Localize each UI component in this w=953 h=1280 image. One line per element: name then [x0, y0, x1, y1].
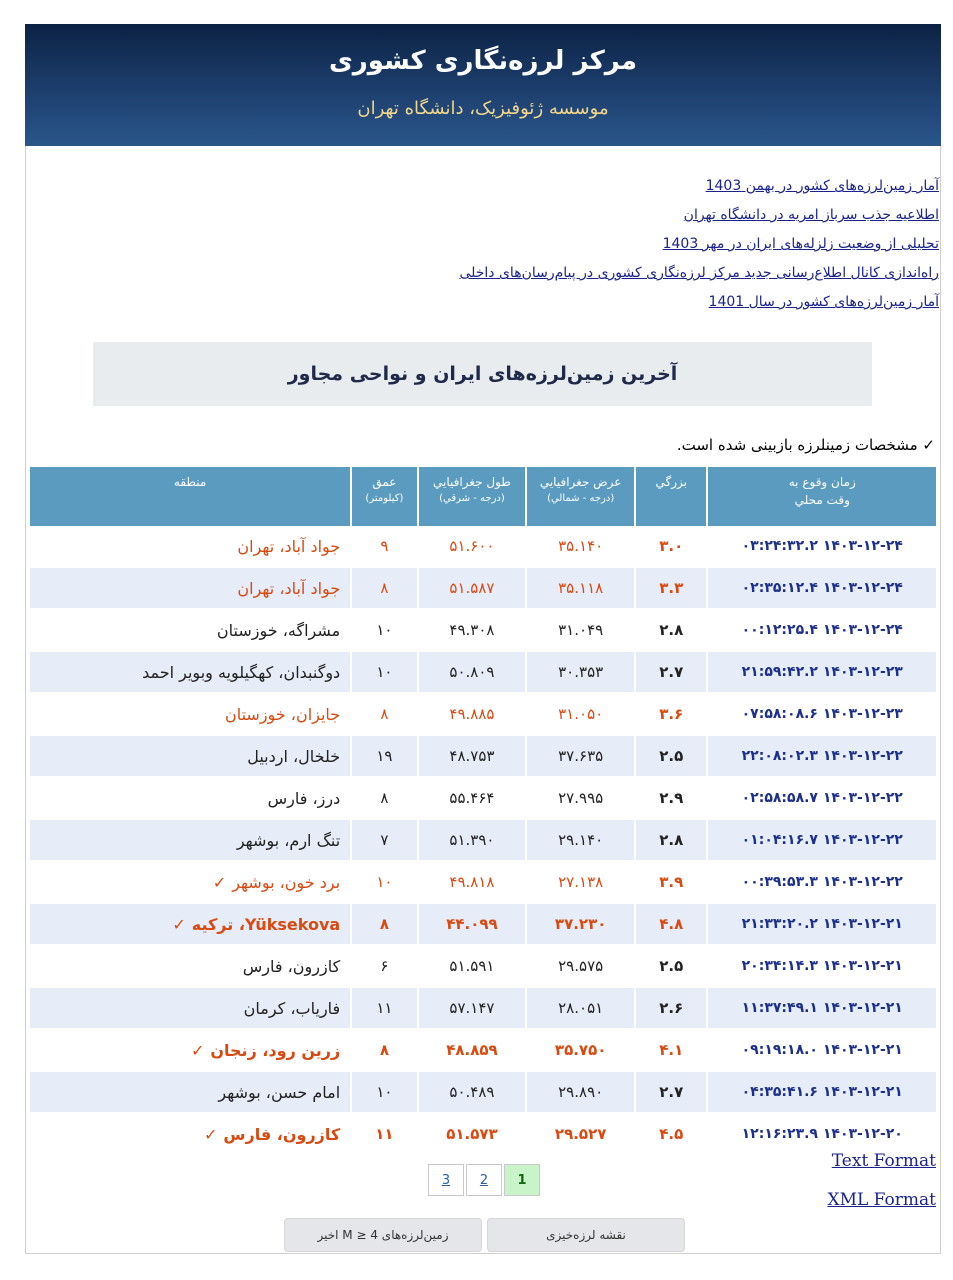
cell-latitude: ۳۵.۱۴۰: [527, 526, 634, 568]
cell-magnitude: ۳.۶: [636, 694, 706, 736]
cell-magnitude: ۳.۹: [636, 862, 706, 904]
table-row: [30, 610, 936, 652]
table-body: [30, 526, 936, 1156]
cell-region: برد خون، بوشهر✓: [30, 862, 350, 904]
reviewed-note: ✓ مشخصات زمینلرزه بازبینی شده است.: [676, 436, 935, 454]
reviewed-check-icon: ✓: [190, 1040, 205, 1060]
table-row: [30, 652, 936, 694]
site-header: [25, 24, 941, 146]
cell-latitude: ۳۵.۷۵۰: [527, 1030, 634, 1072]
table-row: [30, 988, 936, 1030]
cell-latitude: ۲۹.۵۲۷: [527, 1114, 634, 1156]
cell-magnitude: ۴.۵: [636, 1114, 706, 1156]
cell-magnitude: ۲.۸: [636, 820, 706, 862]
table-row: [30, 694, 936, 736]
cell-depth: ۹: [352, 526, 416, 568]
cell-region: Yüksekova، ترکیه✓: [30, 904, 350, 946]
cell-time: ۱۴۰۳-۱۲-۲۴ ۰۰:۱۲:۲۵.۴: [708, 610, 936, 652]
page-1-current[interactable]: 1: [504, 1164, 540, 1196]
xml-format-link[interactable]: XML Format: [827, 1190, 936, 1210]
cell-longitude: ۵۰.۴۸۹: [419, 1072, 526, 1114]
cell-region: جواد آباد، تهران: [30, 526, 350, 568]
cell-depth: ۱۱: [352, 988, 416, 1030]
cell-latitude: ۲۹.۸۹۰: [527, 1072, 634, 1114]
reviewed-check-icon: ✓: [212, 872, 227, 892]
cell-latitude: ۲۹.۱۴۰: [527, 820, 634, 862]
reviewed-check-icon: ✓: [204, 1124, 218, 1144]
cell-region: جواد آباد، تهران: [30, 568, 350, 610]
cell-latitude: ۲۹.۵۷۵: [527, 946, 634, 988]
cell-depth: ۶: [352, 946, 416, 988]
cell-latitude: ۳۰.۳۵۳: [527, 652, 634, 694]
cell-time: ۱۴۰۳-۱۲-۲۳ ۲۱:۵۹:۴۲.۲: [708, 652, 936, 694]
cell-time: ۱۴۰۳-۱۲-۲۱ ۰۴:۳۵:۴۱.۶: [708, 1072, 936, 1114]
cell-magnitude: ۳.۰: [636, 526, 706, 568]
table-row: [30, 820, 936, 862]
table-row: [30, 778, 936, 820]
cell-latitude: ۳۱.۰۵۰: [527, 694, 634, 736]
cell-magnitude: ۲.۸: [636, 610, 706, 652]
cell-latitude: ۳۷.۲۳۰: [527, 904, 634, 946]
header-region: منطقه: [30, 467, 350, 526]
cell-magnitude: ۲.۷: [636, 652, 706, 694]
cell-region: مشراگه، خوزستان: [30, 610, 350, 652]
cell-time: ۱۴۰۳-۱۲-۲۲ ۰۲:۵۸:۵۸.۷: [708, 778, 936, 820]
cell-magnitude: ۲.۵: [636, 946, 706, 988]
cell-longitude: ۵۵.۴۶۴: [419, 778, 526, 820]
news-link[interactable]: آمار زمین‌لرزه‌های کشور در بهمن 1403: [705, 178, 939, 194]
cell-time: ۱۴۰۳-۱۲-۲۲ ۲۲:۰۸:۰۲.۳: [708, 736, 936, 778]
cell-magnitude: ۲.۶: [636, 988, 706, 1030]
cell-magnitude: ۴.۸: [636, 904, 706, 946]
pagination: [428, 1164, 542, 1196]
cell-region: جایزان، خوزستان: [30, 694, 350, 736]
cell-magnitude: ۳.۳: [636, 568, 706, 610]
cell-region: تنگ ارم، بوشهر: [30, 820, 350, 862]
table-row: [30, 1114, 936, 1156]
cell-latitude: ۲۸.۰۵۱: [527, 988, 634, 1030]
site-title: مرکز لرزه‌نگاری کشوری: [328, 46, 638, 76]
cell-region: کازرون، فارس✓: [30, 1114, 350, 1156]
cell-longitude: ۴۹.۳۰۸: [419, 610, 526, 652]
cell-longitude: ۵۷.۱۴۷: [419, 988, 526, 1030]
cell-depth: ۸: [352, 694, 416, 736]
cell-time: ۱۴۰۳-۱۲-۲۱ ۰۹:۱۹:۱۸.۰: [708, 1030, 936, 1072]
cell-region: خلخال، اردبيل: [30, 736, 350, 778]
cell-time: ۱۴۰۳-۱۲-۲۳ ۰۷:۵۸:۰۸.۶: [708, 694, 936, 736]
cell-depth: ۷: [352, 820, 416, 862]
cell-depth: ۸: [352, 778, 416, 820]
cell-time: ۱۴۰۳-۱۲-۲۲ ۰۱:۰۴:۱۶.۷: [708, 820, 936, 862]
news-link[interactable]: آمار زمین‌لرزه‌های کشور در سال 1401: [708, 294, 939, 310]
header-longitude: طول جغرافيايي (درجه - شرقي): [419, 467, 526, 526]
recent-m4-button[interactable]: زمین‌لرزه‌های 4 ≤ M اخیر: [284, 1218, 482, 1252]
cell-depth: ۸: [352, 568, 416, 610]
table-row: [30, 904, 936, 946]
table-row: [30, 526, 936, 568]
cell-longitude: ۴۹.۸۸۵: [419, 694, 526, 736]
site-subtitle: موسسه ژئوفیزیک، دانشگاه تهران: [357, 98, 609, 119]
cell-latitude: ۲۷.۹۹۵: [527, 778, 634, 820]
cell-longitude: ۴۸.۷۵۳: [419, 736, 526, 778]
cell-longitude: ۵۱.۵۹۱: [419, 946, 526, 988]
cell-magnitude: ۲.۷: [636, 1072, 706, 1114]
table-row: [30, 1072, 936, 1114]
cell-time: ۱۴۰۳-۱۲-۲۴ ۰۲:۳۵:۱۲.۴: [708, 568, 936, 610]
page-2-link[interactable]: 2: [466, 1164, 502, 1196]
news-links: [59, 172, 939, 317]
news-link[interactable]: اطلاعیه جذب سرباز امریه در دانشگاه تهران: [683, 207, 939, 223]
cell-longitude: ۵۱.۵۷۳: [419, 1114, 526, 1156]
cell-depth: ۱۰: [352, 610, 416, 652]
cell-region: دوگنبدان، کهگیلویه وبویر احمد: [30, 652, 350, 694]
table-row: [30, 1030, 936, 1072]
section-title: آخرین زمین‌لرزه‌های ایران و نواحی مجاور: [93, 342, 872, 406]
cell-latitude: ۳۷.۶۳۵: [527, 736, 634, 778]
cell-time: ۱۴۰۳-۱۲-۲۱ ۱۱:۳۷:۴۹.۱: [708, 988, 936, 1030]
cell-longitude: ۵۰.۸۰۹: [419, 652, 526, 694]
header-latitude: عرض جغرافيايي (درجه - شمالي): [527, 467, 634, 526]
cell-magnitude: ۲.۵: [636, 736, 706, 778]
seismicity-map-button[interactable]: نقشه لرزه‌خیزی: [487, 1218, 685, 1252]
cell-region: فارياب، کرمان: [30, 988, 350, 1030]
cell-longitude: ۵۱.۵۸۷: [419, 568, 526, 610]
cell-depth: ۱۰: [352, 1072, 416, 1114]
cell-magnitude: ۲.۹: [636, 778, 706, 820]
earthquake-table: [28, 467, 938, 1156]
cell-latitude: ۳۱.۰۴۹: [527, 610, 634, 652]
cell-longitude: ۴۹.۸۱۸: [419, 862, 526, 904]
page-3-link[interactable]: 3: [428, 1164, 464, 1196]
table-row: [30, 568, 936, 610]
cell-depth: ۱۱: [352, 1114, 416, 1156]
cell-longitude: ۴۸.۸۵۹: [419, 1030, 526, 1072]
header-time: زمان وقوع به وقت محلي: [708, 467, 936, 526]
cell-time: ۱۴۰۳-۱۲-۲۰ ۱۲:۱۶:۲۳.۹: [708, 1114, 936, 1156]
cell-depth: ۸: [352, 904, 416, 946]
cell-longitude: ۵۱.۳۹۰: [419, 820, 526, 862]
cell-region: درز، فارس: [30, 778, 350, 820]
table-row: [30, 736, 936, 778]
cell-latitude: ۲۷.۱۳۸: [527, 862, 634, 904]
cell-region: امام حسن، بوشهر: [30, 1072, 350, 1114]
cell-depth: ۱۰: [352, 862, 416, 904]
cell-region: زرين رود، زنجان✓: [30, 1030, 350, 1072]
cell-time: ۱۴۰۳-۱۲-۲۲ ۰۰:۳۹:۵۳.۳: [708, 862, 936, 904]
reviewed-check-icon: ✓: [172, 914, 186, 934]
news-link[interactable]: تحلیلی از وضعیت زلزله‌های ایران در مهر 1403: [662, 236, 939, 252]
cell-longitude: ۴۴.۰۹۹: [419, 904, 526, 946]
cell-depth: ۱۰: [352, 652, 416, 694]
news-link[interactable]: راه‌اندازی کانال اطلاع‌رسانی جدید مرکز لرزه‌نگاری کشوری در پیام‌رسان‌های داخلی: [459, 265, 939, 281]
cell-time: ۱۴۰۳-۱۲-۲۱ ۲۰:۳۴:۱۴.۳: [708, 946, 936, 988]
cell-time: ۱۴۰۳-۱۲-۲۴ ۰۳:۲۴:۳۲.۲: [708, 526, 936, 568]
table-row: [30, 862, 936, 904]
cell-region: کازرون، فارس: [30, 946, 350, 988]
text-format-link[interactable]: Text Format: [831, 1151, 936, 1171]
cell-depth: ۱۹: [352, 736, 416, 778]
cell-latitude: ۳۵.۱۱۸: [527, 568, 634, 610]
cell-depth: ۸: [352, 1030, 416, 1072]
cell-magnitude: ۴.۱: [636, 1030, 706, 1072]
table-row: [30, 946, 936, 988]
header-magnitude: بزرگي: [636, 467, 706, 526]
header-depth: عمق (کيلومتر): [352, 467, 416, 526]
cell-time: ۱۴۰۳-۱۲-۲۱ ۲۱:۳۳:۲۰.۲: [708, 904, 936, 946]
cell-longitude: ۵۱.۶۰۰: [419, 526, 526, 568]
